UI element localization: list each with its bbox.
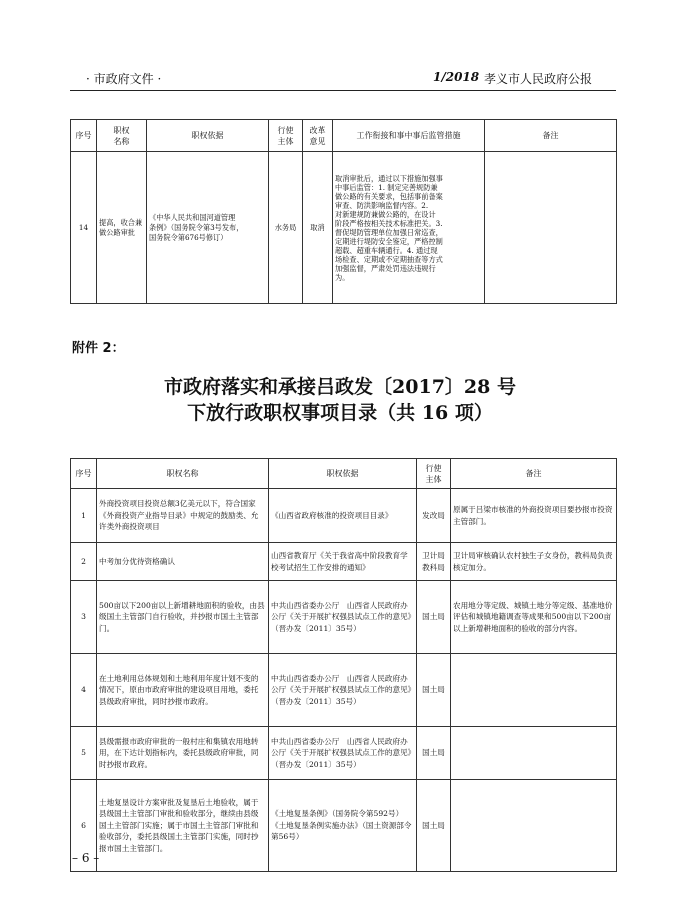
col-header-name: 职权名称 [97,459,269,489]
header-issue-number: 1/2018 [433,70,480,84]
table-row [71,581,617,654]
col-header-remark: 备注 [485,120,617,152]
col-header-basis: 职权依据 [269,459,417,489]
cell-body: 国土局 [417,727,451,780]
header-divider [70,90,616,91]
cell-no: 6 [71,780,97,872]
cell-name: 在土地利用总体规划和土地利用年度计划不变的情况下，原由市政府审批的建设项目用地，委托县级政府审批，同时抄报市政府。 [97,654,269,727]
cell-body: 水务局 [269,152,303,304]
cell-no: 2 [71,543,97,581]
col-header-no: 序号 [71,459,97,489]
header-publication-title: 孝义市人民政府公报 [484,72,593,86]
cell-body: 国土局 [417,654,451,727]
cell-basis: 《中华人民共和国河道管理 条例》（国务院令第3号发布， 国务院令第676号修订） [147,152,269,304]
table-delegated-powers [70,458,617,872]
table-header-row [71,120,617,152]
cell-body: 发改局 [417,489,451,543]
cell-measures: 取消审批后，通过以下措施加强事 中事后监管：1. 制定完善规防兼 做公路的有关要求，包括事前备案 审查、防洪影响监督内容。2. 对新建规防兼做公路的，在设计 阶段严格按相关技术标准把关。3. 督促堤防管理单位加强日常巡查， 定期进行堤防安全鉴定，严格控制 超载、超重车辆通行。4. 通过现 场检查、定期或不定期抽查等方式 加强监督，严肃处罚违法违规行 为。 [333,152,485,304]
cell-name: 土地复垦设计方案审批及复垦后土地验收，属于县级国土主管部门审批和验收部分，继续由县级国土主管部门实施；属于市国土主管部门审批和验收部分，委托县级国土主管部门实施，同时抄报市国土主管部门。 [97,780,269,872]
table-header-row [71,459,617,489]
cell-remark [451,654,617,727]
cell-name: 500亩以下200亩以上新增耕地面积的验收，由县级国土主管部门自行验收，并抄报市国土主管部门。 [97,581,269,654]
cell-basis: 中共山西省委办公厅 山西省人民政府办公厅《关于开展扩权强县试点工作的意见》（晋办发〔2011〕35号） [269,654,417,727]
cell-name: 县级需报市政府审批的一般村庄和集镇农用地转用，在下达计划指标内，委托县级政府审批，同时抄报市政府。 [97,727,269,780]
cell-basis: 《山西省政府核准的投资项目目录》 [269,489,417,543]
cell-no: 1 [71,489,97,543]
table-row [71,489,617,543]
cell-no: 3 [71,581,97,654]
col-header-body: 行使 主体 [417,459,451,489]
table-continued-items [70,119,617,304]
cell-remark [451,780,617,872]
cell-no: 5 [71,727,97,780]
table-row [71,727,617,780]
cell-body: 国土局 [417,581,451,654]
table-row [71,654,617,727]
cell-body: 国土局 [417,780,451,872]
cell-name: 提高，收合兼 做公路审批 [97,152,147,304]
cell-remark: 原属于吕梁市核准的外商投资项目要抄报市投资主管部门。 [451,489,617,543]
col-header-body: 行使 主体 [269,120,303,152]
header-section-label: · 市政府文件 · [86,72,162,86]
cell-remark [451,727,617,780]
cell-basis: 《土地复垦条例》（国务院令第592号） 《土地复垦条例实施办法》（国土资源部令第56号） [269,780,417,872]
cell-body: 卫计局 教科局 [417,543,451,581]
col-header-measures: 工作衔接和事中事后监管措施 [333,120,485,152]
cell-remark: 农用地分等定级、城镇土地分等定级、基准地价评估和城镇地籍调查等成果和500亩以下200亩以上新增耕地面积的验收的部分内容。 [451,581,617,654]
col-header-opinion: 改革 意见 [303,120,333,152]
cell-name: 中考加分优待资格确认 [97,543,269,581]
cell-remark: 卫计局审核确认农村独生子女身份，教科局负责核定加分。 [451,543,617,581]
cell-basis: 中共山西省委办公厅 山西省人民政府办公厅《关于开展扩权强县试点工作的意见》（晋办发〔2011〕35号） [269,581,417,654]
cell-name: 外商投资项目投资总额3亿美元以下，符合国家《外商投资产业指导目录》中规定的鼓励类、允许类外商投资项目 [97,489,269,543]
cell-no: 14 [71,152,97,304]
cell-opinion: 取消 [303,152,333,304]
table-row [71,780,617,872]
col-header-basis: 职权依据 [147,120,269,152]
cell-remark [485,152,617,304]
table-row [71,152,617,304]
cell-basis: 中共山西省委办公厅 山西省人民政府办公厅《关于开展扩权强县试点工作的意见》（晋办发〔2011〕35号） [269,727,417,780]
cell-basis: 山西省教育厅《关于我省高中阶段教育学校考试招生工作安排的通知》 [269,543,417,581]
col-header-remark: 备注 [451,459,617,489]
table-row [71,543,617,581]
col-header-no: 序号 [71,120,97,152]
page-number: – 6 – [72,851,100,865]
col-header-name: 职权 名称 [97,120,147,152]
document-title-line-2: 下放行政职权事项目录（共 16 项） [187,402,493,424]
attachment-label: 附件 2： [72,341,125,356]
cell-no: 4 [71,654,97,727]
document-title-line-1: 市政府落实和承接吕政发〔2017〕28 号 [164,376,516,398]
